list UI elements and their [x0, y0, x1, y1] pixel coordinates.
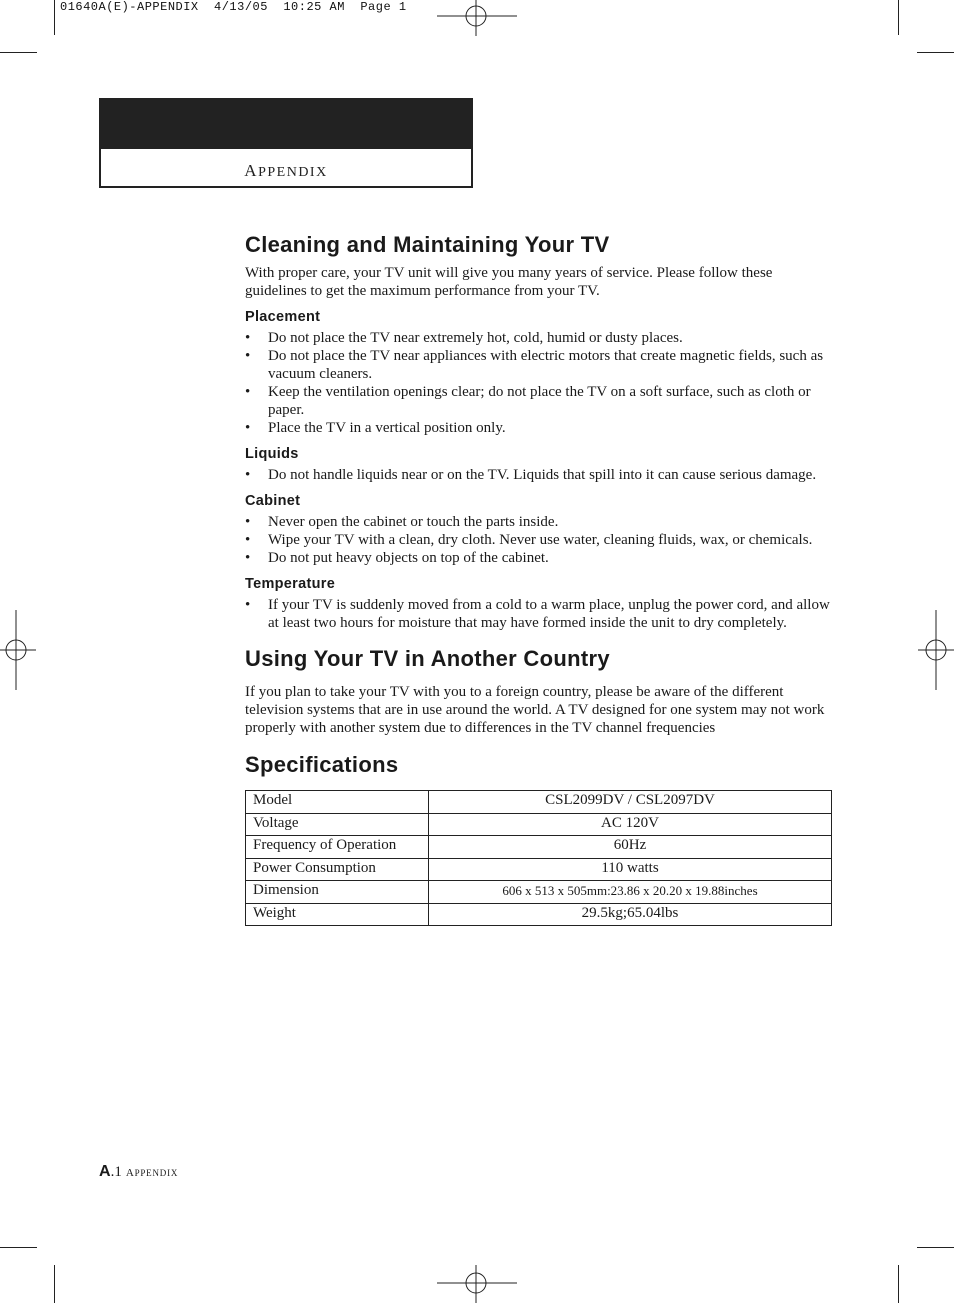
table-row: [246, 903, 832, 926]
country-body: If you plan to take your TV with you to a foreign country, please be aware of the different television systems that are in use around the world. A TV designed for one system may not work properly with another system due to differences in the TV channel frequencies: [245, 684, 825, 736]
crop-mark-tr-h: [917, 52, 954, 53]
crop-mark-tl-v: [54, 0, 55, 35]
section-heading: Placement: [245, 309, 321, 325]
list-item: • Never open the cabinet or touch the parts inside.: [245, 513, 835, 531]
appendix-header: [99, 98, 473, 188]
spec-label: Dimension: [246, 881, 429, 904]
section-heading: Liquids: [245, 446, 299, 462]
footer-page-number: .1: [110, 1164, 122, 1180]
bullet-list: [245, 513, 835, 567]
bullet-list: [245, 466, 835, 484]
country-title: Using Your TV in Another Country: [245, 646, 610, 671]
footer-label-rest: PPENDIX: [134, 1168, 179, 1178]
table-row: [246, 791, 832, 814]
crop-mark-bl-v: [54, 1265, 55, 1303]
crop-mark-tr-v: [898, 0, 899, 35]
footer-label: [126, 1168, 178, 1178]
crop-mark-br-h: [917, 1247, 954, 1248]
table-row: [246, 836, 832, 859]
registration-mark-right: [918, 610, 954, 690]
header-label: [101, 161, 471, 181]
section-heading: Temperature: [245, 576, 336, 592]
spec-value: 60Hz: [429, 836, 832, 859]
spec-value: CSL2099DV / CSL2097DV: [429, 791, 832, 814]
crop-mark-bl-h: [0, 1247, 37, 1248]
bullet-list: [245, 329, 835, 437]
list-item: • Keep the ventilation openings clear; do not place the TV on a soft surface, such as cloth or paper.: [245, 383, 835, 419]
spec-label: Weight: [246, 903, 429, 926]
spec-value: 110 watts: [429, 858, 832, 881]
registration-mark-left: [0, 610, 36, 690]
crop-mark-tl-h: [0, 52, 37, 53]
bullet-list: [245, 596, 835, 632]
list-item: • Do not place the TV near appliances with electric motors that create magnetic fields, such as vacuum cleaners.: [245, 347, 835, 383]
list-item: • Do not handle liquids near or on the TV. Liquids that spill into it can cause serious damage.: [245, 466, 835, 484]
registration-mark-top: [437, 0, 517, 36]
spec-label: Model: [246, 791, 429, 814]
list-item: • Do not place the TV near extremely hot, cold, humid or dusty places.: [245, 329, 835, 347]
spec-value: 29.5kg;65.04lbs: [429, 903, 832, 926]
main-content: [245, 232, 835, 926]
table-row: [246, 858, 832, 881]
cleaning-intro: With proper care, your TV unit will give you many years of service. Please follow these guidelines to get the maximum performance from your TV.: [245, 265, 773, 299]
spec-label: Power Consumption: [246, 858, 429, 881]
footer-page-letter: A: [99, 1163, 111, 1180]
cleaning-title: Cleaning and Maintaining Your TV: [245, 232, 610, 257]
list-item: • If your TV is suddenly moved from a cold to a warm place, unplug the power cord, and allow at least two hours for moisture that may have formed inside the unit to dry completely.: [245, 596, 835, 632]
header-label-rest: PPENDIX: [258, 165, 328, 180]
section-heading: Cabinet: [245, 493, 301, 509]
specs-title: Specifications: [245, 752, 399, 777]
list-item: • Place the TV in a vertical position only.: [245, 419, 835, 437]
list-item: • Do not put heavy objects on top of the cabinet.: [245, 549, 835, 567]
list-item: • Wipe your TV with a clean, dry cloth. Never use water, cleaning fluids, wax, or chemicals.: [245, 531, 835, 549]
printer-slug: 01640A(E)-APPENDIX 4/13/05 10:25 AM Page 1: [60, 0, 407, 14]
header-label-cap: A: [244, 161, 259, 180]
specs-table: [245, 790, 832, 926]
table-row: [246, 813, 832, 836]
spec-label: Voltage: [246, 813, 429, 836]
cleaning-sections: [245, 309, 835, 632]
footer-label-cap: A: [125, 1167, 135, 1179]
spec-value: AC 120V: [429, 813, 832, 836]
crop-mark-br-v: [898, 1265, 899, 1303]
spec-value: 606 x 513 x 505mm:23.86 x 20.20 x 19.88inches: [429, 881, 832, 904]
header-black-band: [101, 100, 471, 149]
registration-mark-bottom: [437, 1265, 517, 1303]
spec-label: Frequency of Operation: [246, 836, 429, 859]
page-footer: [99, 1163, 178, 1181]
table-row: [246, 881, 832, 904]
